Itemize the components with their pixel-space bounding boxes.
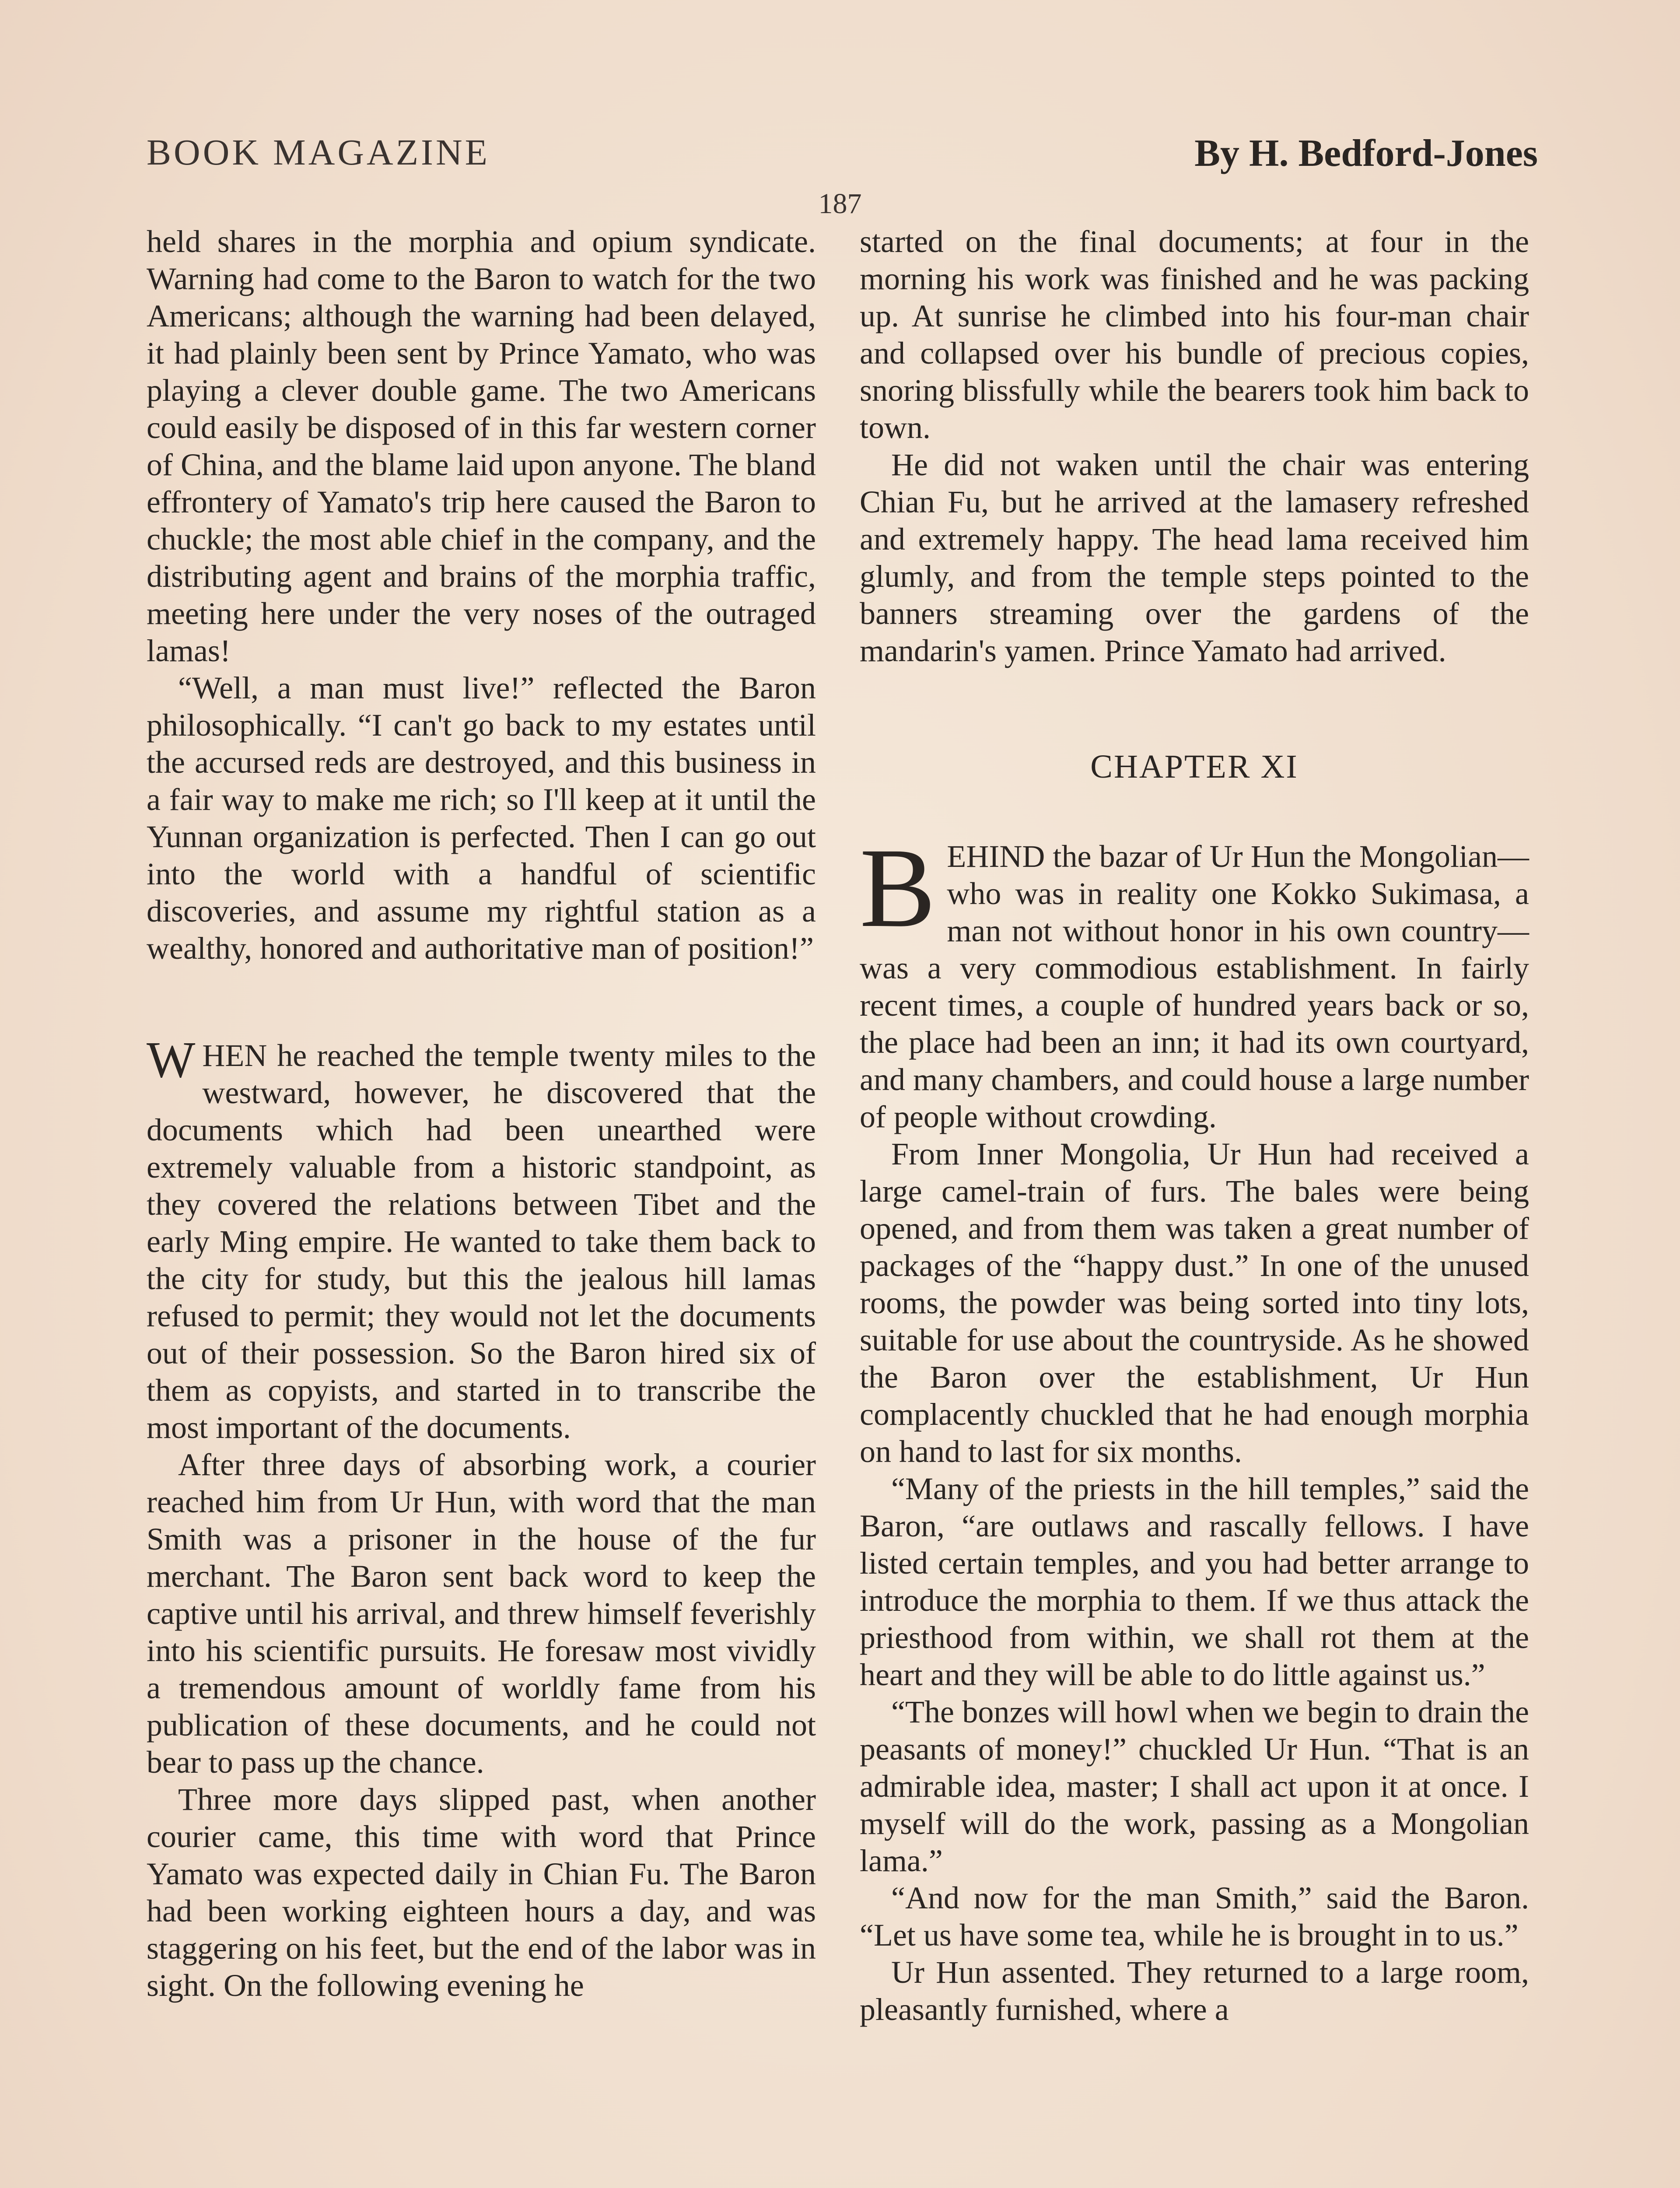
initial-letter: W <box>147 1031 196 1088</box>
paragraph: “Well, a man must live!” reflected the Baron philosophically. “I can't go back to my estates until the accursed reds are destroyed, and this business in a fair way to make me rich; so I'll keep at it until the Yunnan organization is perfected. Then I can go out into the world with a handful of scientific discoveries, and assume my rightful station as a wealthy, honored and authoritative man of position!” <box>147 670 816 966</box>
paragraph-text: EHIND the bazar of Ur Hun the Mongolian—who was in reality one Kokko Sukimasa, a man not without honor in his own country—was a very commodious establishment. In fairly recent times, a couple of hundred years back or so, the place had been an inn; it had its own courtyard, and many chambers, and could house a large number of people without crowding. <box>860 839 1529 1134</box>
paragraph: held shares in the morphia and opium syndicate. Warning had come to the Baron to watch for the two Americans; although the warning had been delayed, it had plainly been sent by Prince Yamato, who was playing a clever double game. The two Americans could easily be disposed of in this far western corner of China, and the blame laid upon anyone. The bland effrontery of Yamato's trip here caused the Baron to chuckle; the most able chief in the company, and the distributing agent and brains of the morphia traffic, meeting here under the very noses of the outraged lamas! <box>147 224 816 668</box>
paragraph: After three days of absorbing work, a courier reached him from Ur Hun, with word that the man Smith was a prisoner in the house of the fur merchant. The Baron sent back word to keep the captive until his arrival, and threw himself feverishly into his scientific pursuits. He foresaw most vividly a tremendous amount of worldly fame from his publication of these documents, and he could not bear to pass up the chance. <box>147 1447 816 1780</box>
magazine-title: BOOK MAGAZINE <box>147 132 490 173</box>
chapter-heading: CHAPTER XI <box>1090 748 1298 785</box>
paragraph: Ur Hun assented. They returned to a large room, pleasantly furnished, where a <box>860 1955 1529 2027</box>
page-number: 187 <box>818 188 862 220</box>
left-column <box>147 223 816 2004</box>
paragraph: From Inner Mongolia, Ur Hun had received a large camel-train of furs. The bales were being opened, and from them was taken a great number of packages of the “happy dust.” In one of the unused rooms, the powder was being sorted into tiny lots, suitable for use about the countryside. As he showed the Baron over the establishment, Ur Hun complacently chuckled that he had enough morphia on hand to last for six months. <box>860 1136 1529 1469</box>
paragraph: “And now for the man Smith,” said the Baron. “Let us have some tea, while he is brought in to us.” <box>860 1880 1529 1953</box>
right-column <box>860 223 1529 2028</box>
chapter-opening-paragraph <box>860 825 1529 1136</box>
section-paragraph <box>147 1031 816 1446</box>
paragraph: He did not waken until the chair was entering Chian Fu, but he arrived at the lamasery refreshed and extremely happy. The head lama received him glumly, and from the temple steps pointed to the banners streaming over the gardens of the mandarin's yamen. Prince Yamato had arrived. <box>860 447 1529 668</box>
paragraph-text: HEN he reached the temple twenty miles to the westward, however, he discovered that the documents which had been unearthed were extremely valuable from a historic standpoint, as they covered the relations between Tibet and the early Ming empire. He wanted to take them back to the city for study, but this the jealous hill lamas refused to permit; they would not let the documents out of their possession. So the Baron hired six of them as copyists, and started in to transcribe the most important of the documents. <box>147 1038 816 1445</box>
drop-cap: B <box>860 825 936 951</box>
paragraph: “The bonzes will howl when we begin to drain the peasants of money!” chuckled Ur Hun. “That is an admirable idea, master; I shall act upon it at once. I myself will do the work, passing as a Mongolian lama.” <box>860 1694 1529 1878</box>
paragraph: “Many of the priests in the hill temples,” said the Baron, “are outlaws and rascally fellows. I have listed certain temples, and you had better arrange to introduce the morphia to them. If we thus attack the priesthood from within, we shall rot them at the heart and they will be able to do little against us.” <box>860 1471 1529 1692</box>
paragraph: started on the final documents; at four in the morning his work was finished and he was packing up. At sunrise he climbed into his four-man chair and collapsed over his bundle of precious copies, snoring blissfully while the bearers took him back to town. <box>860 224 1529 445</box>
author-byline: By H. Bedford-Jones <box>1194 132 1538 175</box>
paragraph: Three more days slipped past, when another courier came, this time with word that Prince Yamato was expected daily in Chian Fu. The Baron had been working eighteen hours a day, and was staggering on his feet, but the end of the labor was in sight. On the following evening he <box>147 1782 816 2003</box>
